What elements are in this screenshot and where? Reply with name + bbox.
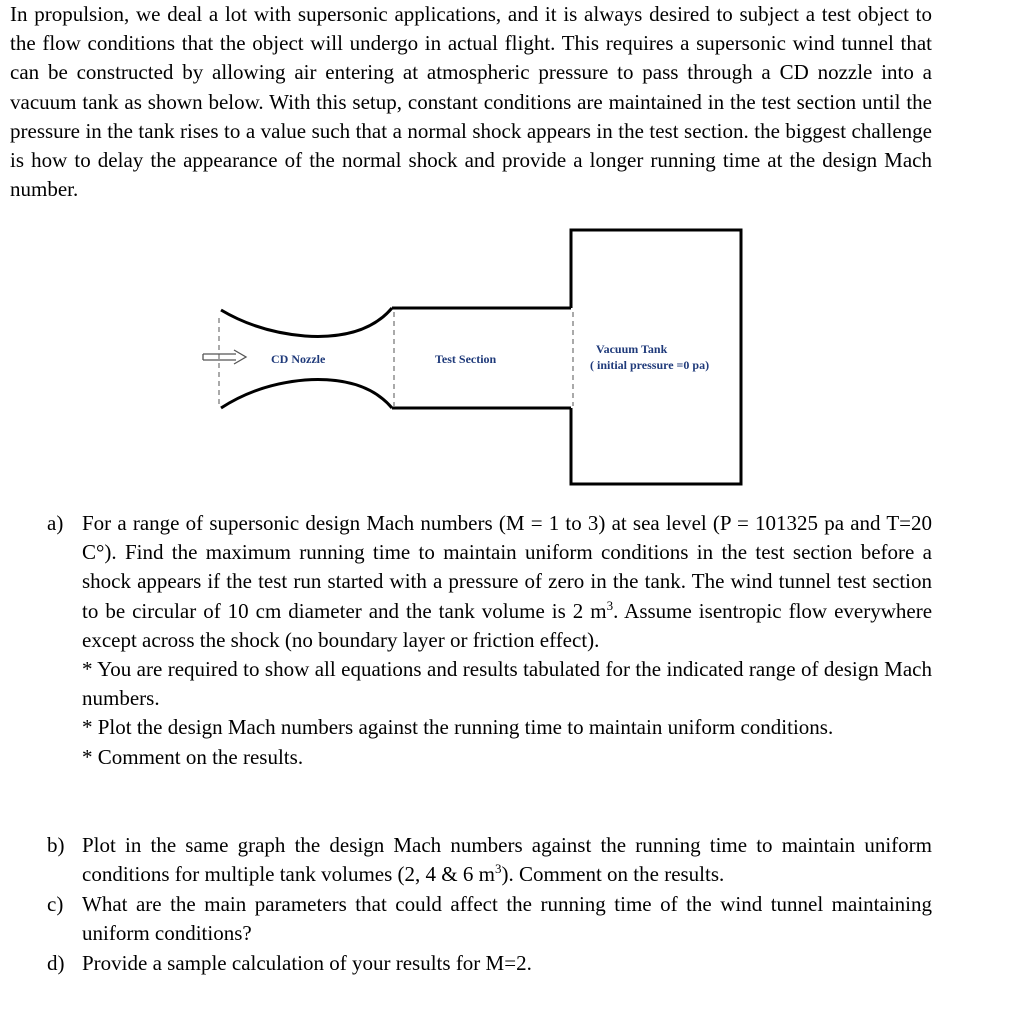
question-a-bullet: * Plot the design Mach numbers against the running time to maintain uniform conditions.	[82, 715, 834, 740]
question-letter: c)	[47, 892, 64, 916]
nozzle-upper-wall	[221, 308, 392, 336]
tank-label-title: Vacuum Tank	[596, 342, 668, 356]
vacuum-tank-outline	[571, 230, 741, 484]
question-a-bullet: * You are required to show all equations and results tabulated for the indicated range of design Mach numbers.	[82, 657, 932, 711]
question-letter: a)	[47, 511, 64, 535]
question-c-text: What are the main parameters that could affect the running time of the wind tunnel maintaining uniform conditions?	[82, 892, 932, 946]
question-letter: d)	[47, 951, 65, 975]
nozzle-label: CD Nozzle	[271, 352, 326, 366]
nozzle-lower-wall	[221, 380, 392, 408]
question-letter: b)	[47, 833, 65, 857]
inlet-arrow-icon	[203, 350, 246, 364]
test-section-label: Test Section	[435, 352, 497, 366]
question-a-bullet: * Comment on the results.	[82, 744, 304, 769]
tank-label-pressure: ( initial pressure =0 pa)	[590, 358, 710, 372]
question-a-text: For a range of supersonic design Mach numbers (M = 1 to 3) at sea level (P = 101325 pa and T=20 C°). Find the maximum running time to maintain uniform conditions in the test section before a shock appears if the test run started with a pressure of zero in the tank. The wind tunnel test section to be circular of 10 cm diameter and the tank volume is 2 $m^3$. Assume isentropic flow everywhere except across the shock (no boundary layer or friction effect).	[82, 511, 933, 652]
question-d-text: Provide a sample calculation of your results for M=2.	[82, 951, 532, 975]
intro-paragraph: In propulsion, we deal a lot with supersonic applications, and it is always desired to subject a test object to the flow conditions that the object will undergo in actual flight. This requires a supersonic wind tunnel that can be constructed by allowing air entering at atmospheric pressure to pass through a CD nozzle into a vacuum tank as shown below. With this setup, constant conditions are maintained in the test section until the pressure in the tank rises to a value such that a normal shock appears in the test section. the biggest challenge is how to delay the appearance of the normal shock and provide a longer running time at the design Mach number.	[10, 2, 932, 202]
question-b-text: Plot in the same graph the design Mach numbers against the running time to maintain uniform conditions for multiple tank volumes (2, 4 & 6 $m^3$). Comment on the results.	[82, 833, 932, 887]
